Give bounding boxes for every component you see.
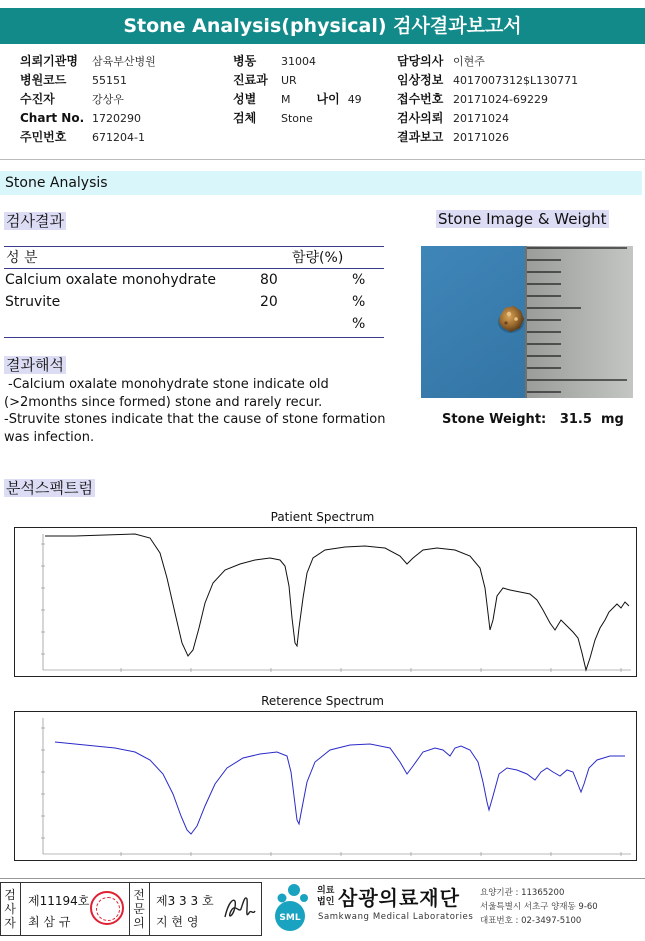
table-row: [4, 291, 384, 313]
image-heading-text: Stone Image & Weight: [438, 210, 607, 228]
specialist-label-char: 문: [133, 902, 145, 916]
component-value: 20: [260, 294, 278, 310]
age-value: 49: [347, 93, 362, 106]
footer-divider: [149, 883, 150, 935]
info-key: 검사의뢰: [397, 111, 444, 125]
info-value: M: [281, 93, 291, 106]
amount-column-header: 함량(%): [292, 250, 344, 266]
info-row: [20, 128, 156, 147]
info-value: 671204-1: [92, 131, 145, 144]
spectrum-heading: [4, 477, 95, 498]
spectrum-heading-text: 분석스펙트럼: [6, 479, 93, 497]
interpretation-line: (>2months since formed) stone and rarely recur.: [4, 394, 323, 410]
stone-photo-graphic: [421, 246, 633, 398]
info-value: 20171024: [453, 112, 509, 125]
component-name: Struvite: [5, 294, 61, 310]
info-key: 결과보고: [397, 130, 444, 144]
age-key: 나이: [316, 92, 340, 106]
contact-line: 대표번호 : 02-3497-5100: [480, 916, 582, 926]
info-row: [20, 52, 156, 71]
inspector-seal-icon: [90, 891, 124, 925]
info-value: UR: [281, 74, 297, 87]
org-english-name: Samkwang Medical Laboratories: [318, 912, 474, 922]
footer-divider: [20, 883, 21, 935]
inspector-label-char: 자: [4, 916, 16, 930]
stone-weight-label: Stone Weight:: [442, 412, 547, 427]
info-row: [397, 128, 578, 147]
signature-box: [0, 882, 262, 936]
info-value: 1720290: [92, 112, 141, 125]
org-prefix-line: 의료: [317, 886, 335, 896]
info-row: [397, 52, 578, 71]
info-key: 임상정보: [397, 73, 444, 87]
interpretation-heading: [4, 354, 66, 375]
info-column-1: [20, 52, 156, 147]
reference-spectrum-graphic: [15, 712, 636, 860]
info-value: 이현주: [453, 55, 485, 68]
info-key: 병원코드: [20, 73, 67, 87]
footer-divider: [129, 883, 130, 935]
component-unit: %: [352, 272, 366, 288]
table-row: [4, 313, 384, 335]
info-value: 강상우: [92, 93, 124, 106]
specialist-signature-icon: [221, 889, 261, 925]
info-key: 병동: [233, 54, 257, 68]
inspector-label: [3, 888, 17, 930]
stone-weight-value: 31.5: [559, 412, 592, 427]
info-row: [20, 90, 156, 109]
table-row: [4, 269, 384, 291]
info-row: [20, 109, 156, 128]
specialist-number: 제3 3 3 호: [156, 894, 214, 908]
results-heading-text: 검사결과: [6, 212, 64, 230]
info-column-2: [233, 52, 362, 128]
report-title: Stone Analysis(physical) 검사결과보고서: [0, 8, 645, 44]
info-key: Chart No.: [20, 111, 85, 125]
interpretation-line: -Calcium oxalate monohydrate stone indicate old: [8, 377, 329, 392]
org-name: 삼광의료재단: [338, 886, 460, 910]
org-prefix: [317, 886, 334, 908]
info-row: [397, 71, 578, 90]
patient-spectrum-title: Patient Spectrum: [270, 510, 375, 524]
info-row: [233, 52, 362, 71]
results-table-header: [4, 247, 384, 269]
logo-text: SML: [279, 913, 301, 923]
interpretation-line: was infection.: [4, 429, 95, 445]
contact-line: 요양기관 : 11365200: [480, 888, 565, 898]
info-key: 주민번호: [20, 130, 67, 144]
info-value: 삼육부산병원: [92, 55, 156, 68]
stone-weight-unit: mg: [600, 412, 624, 427]
info-row: [233, 109, 362, 128]
component-name: Calcium oxalate monohydrate: [5, 272, 216, 288]
info-row: [233, 90, 362, 109]
info-key: 접수번호: [397, 92, 444, 106]
reference-spectrum-title: Reterence Spectrum: [261, 694, 384, 708]
specialist-label-char: 전: [133, 888, 145, 902]
contact-line: 서울특별시 서초구 양재동 9-60: [480, 902, 598, 912]
org-prefix-line: 법인: [317, 897, 335, 907]
info-key: 성별: [233, 92, 257, 106]
info-row: [397, 90, 578, 109]
results-heading: [4, 210, 66, 231]
inspector-number: 제11194호: [28, 894, 90, 908]
inspector-label-char: 검: [4, 888, 16, 902]
stone-weight: [442, 412, 624, 427]
specialist-name: 지 현 영: [156, 915, 199, 929]
info-value: 20171026: [453, 131, 509, 144]
info-row: [20, 71, 156, 90]
info-key: 의뢰기관명: [20, 54, 78, 68]
info-value: 55151: [92, 74, 127, 87]
info-column-3: [397, 52, 578, 147]
info-key: 담당의사: [397, 54, 444, 68]
interpretation-heading-text: 결과해석: [6, 356, 64, 374]
report-footer: [0, 878, 645, 936]
interpretation-line: -Struvite stones indicate that the cause of stone formation: [4, 412, 386, 427]
image-heading: [436, 210, 609, 228]
component-column-header: 성 분: [6, 250, 38, 266]
patient-info: [0, 48, 645, 160]
component-unit: %: [352, 316, 366, 332]
info-row: [397, 109, 578, 128]
info-key: 수진자: [20, 92, 55, 106]
info-value: 31004: [281, 55, 316, 68]
inspector-name: 최 삼 규: [28, 915, 71, 929]
info-value: 20171024-69229: [453, 93, 548, 106]
info-key: 검체: [233, 111, 257, 125]
specialist-label: [132, 888, 146, 930]
info-value: 4017007312$L130771: [453, 74, 579, 87]
info-row: [233, 71, 362, 90]
results-table: [4, 246, 384, 338]
patient-spectrum-graphic: [15, 528, 636, 676]
specialist-label-char: 의: [133, 916, 145, 930]
section-header: Stone Analysis: [0, 171, 642, 195]
sml-logo-icon: [268, 882, 316, 934]
stone-photo: [421, 246, 633, 398]
component-value: 80: [260, 272, 278, 288]
component-unit: %: [352, 294, 366, 310]
info-key: 진료과: [233, 73, 268, 87]
info-value: Stone: [281, 112, 313, 125]
reference-spectrum-chart: [14, 711, 637, 861]
interpretation-text: [4, 376, 396, 446]
inspector-label-char: 사: [4, 902, 16, 916]
patient-spectrum-chart: [14, 527, 637, 677]
